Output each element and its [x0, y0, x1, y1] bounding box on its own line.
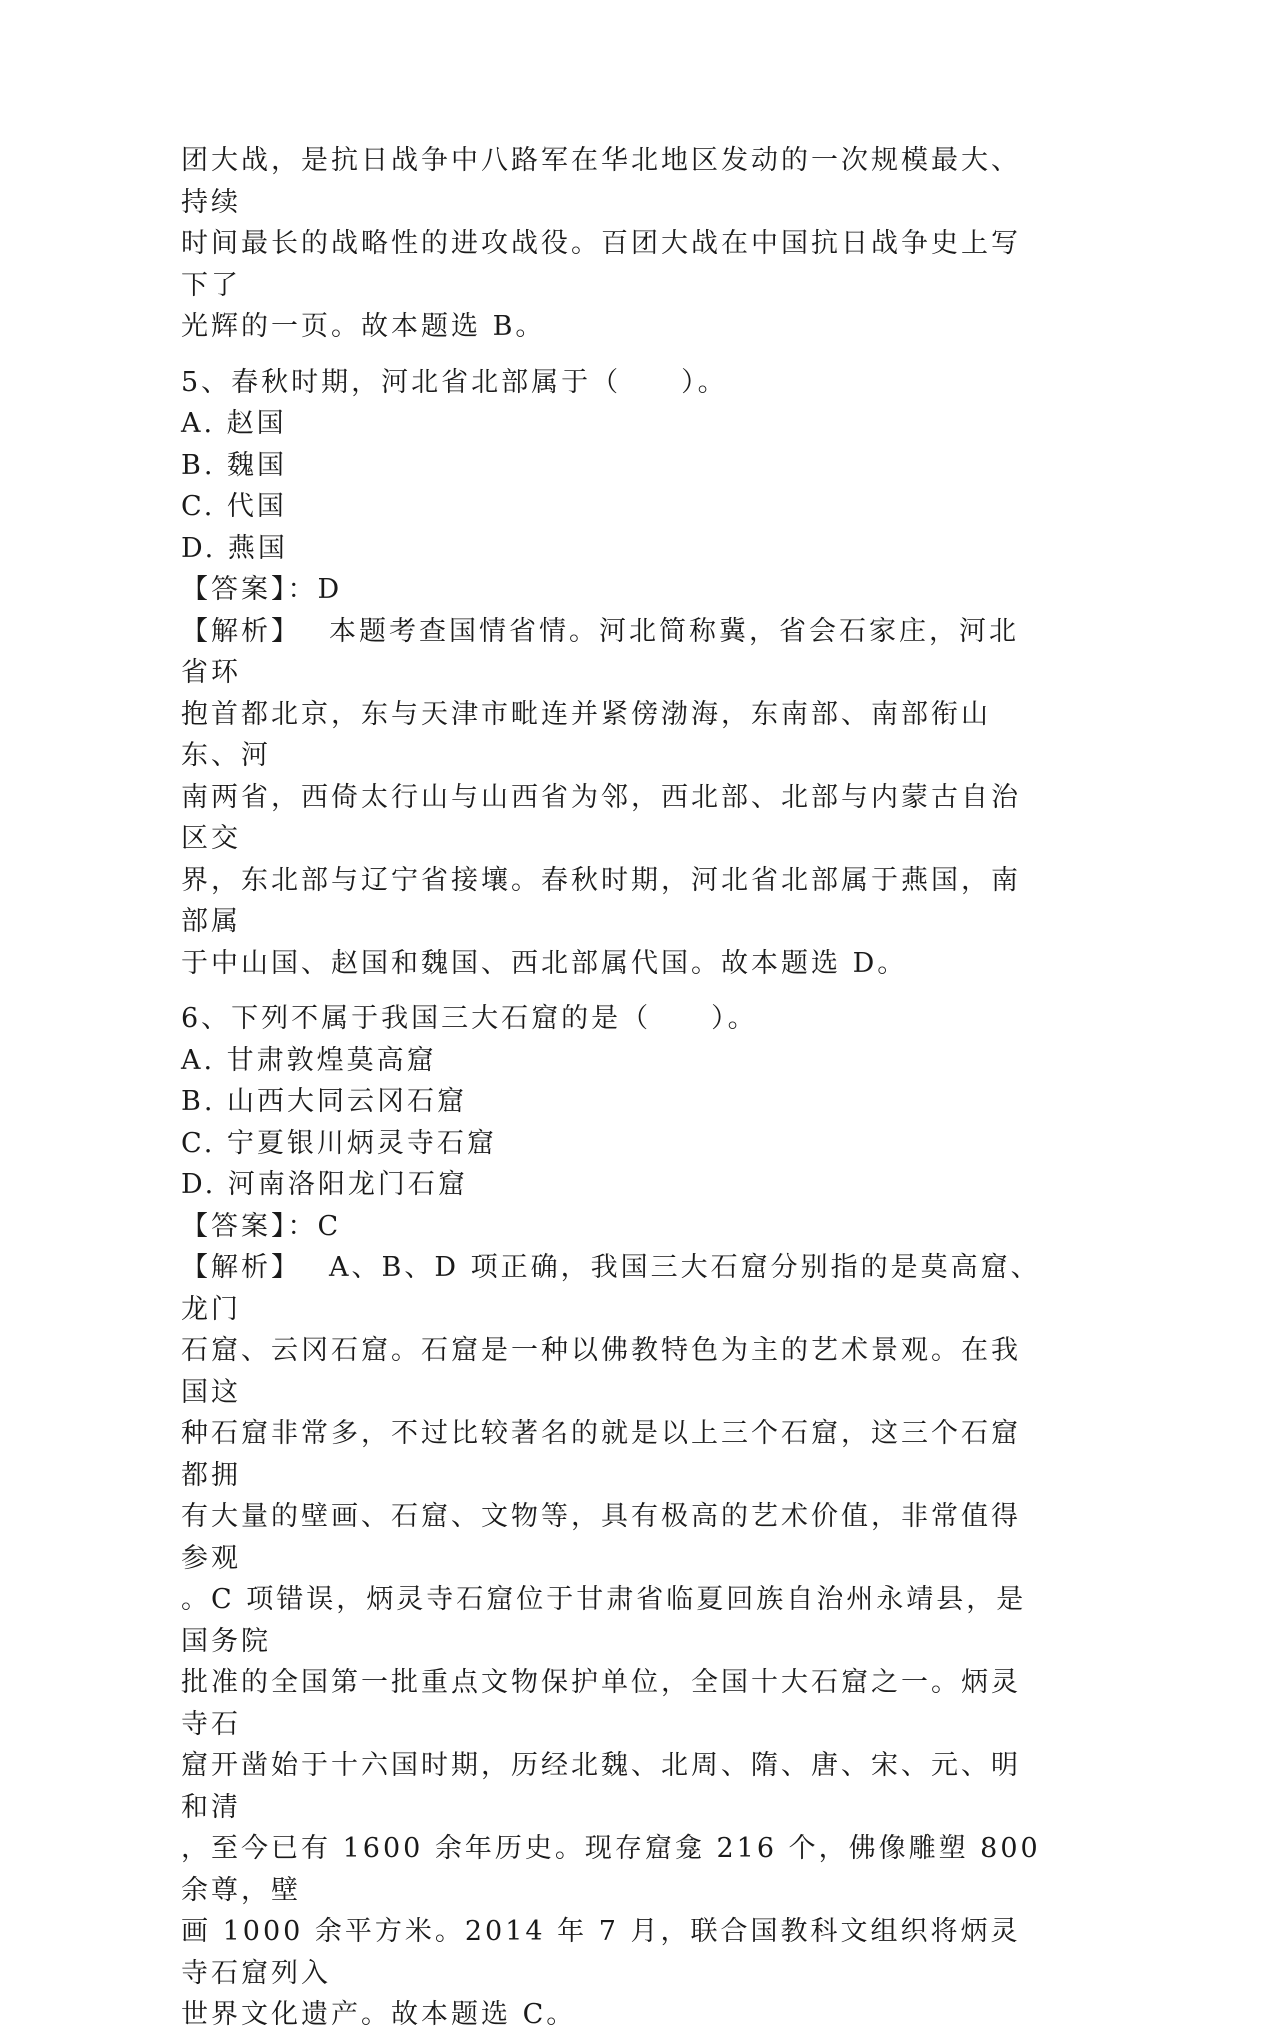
answer-line — [181, 1206, 1041, 1248]
analysis-line: 。C 项错误，炳灵寺石窟位于甘肃省临夏回族自治州永靖县，是国务院 — [181, 1584, 1027, 1657]
analysis-line: 南两省，西倚太行山与山西省为邻，西北部、北部与内蒙古自治区交 — [181, 781, 1021, 854]
analysis-line: 批准的全国第一批重点文物保护单位，全国十大石窟之一。炳灵寺石 — [181, 1667, 1021, 1740]
analysis-line: 于中山国、赵国和魏国、西北部属代国。故本题选 D。 — [181, 947, 908, 979]
intro-paragraph — [181, 140, 1041, 348]
option-d: D. 河南洛阳龙门石窟 — [181, 1169, 468, 1200]
analysis-line: 画 1000 余平方米。2014 年 7 月，联合国教科文组织将炳灵寺石窟列入 — [181, 1916, 1021, 1989]
option-c: C. 代国 — [181, 491, 287, 522]
intro-line: 光辉的一页。故本题选 B。 — [181, 311, 546, 342]
analysis-line: A、B、D 项正确，我国三大石窟分别指的是莫高窟、龙门 — [181, 1252, 1041, 1325]
analysis-line: 窟开凿始于十六国时期，历经北魏、北周、隋、唐、宋、元、明和清 — [181, 1750, 1021, 1823]
analysis-line: 抱首都北京，东与天津市毗连并紧傍渤海，东南部、南部衔山东、河 — [181, 698, 991, 771]
question-title: 5、春秋时期，河北省北部属于（ ）。 — [181, 366, 728, 398]
analysis-block — [181, 1247, 1041, 2036]
analysis-line: 石窟、云冈石窟。石窟是一种以佛教特色为主的艺术景观。在我国这 — [181, 1335, 1021, 1408]
intro-line: 团大战，是抗日战争中八路军在华北地区发动的一次规模最大、持续 — [181, 145, 1021, 218]
answer-value: C — [317, 1210, 342, 1242]
document-page — [181, 140, 1041, 2036]
analysis-block — [181, 611, 1041, 985]
answer-label: 【答案】： — [181, 574, 318, 605]
analysis-label: 【解析】 — [181, 615, 301, 647]
question-5 — [181, 362, 1041, 985]
question-title: 6、下列不属于我国三大石窟的是（ ）。 — [181, 1003, 758, 1034]
answer-line — [181, 569, 1041, 611]
option-b: B. 魏国 — [181, 449, 288, 481]
answer-value: D — [317, 574, 343, 605]
analysis-line: 世界文化遗产。故本题选 C。 — [181, 1999, 577, 2030]
analysis-line: ，至今已有 1600 余年历史。现存窟龛 216 个，佛像雕塑 800 余尊，壁 — [181, 1833, 1041, 1906]
answer-label: 【答案】： — [181, 1210, 318, 1242]
analysis-line: 本题考查国情省情。河北简称冀，省会石家庄，河北省环 — [181, 615, 1019, 688]
analysis-line: 界，东北部与辽宁省接壤。春秋时期，河北省北部属于燕国，南部属 — [181, 864, 1021, 937]
analysis-label: 【解析】 — [181, 1252, 301, 1283]
intro-line: 时间最长的战略性的进攻战役。百团大战在中国抗日战争史上写下了 — [181, 228, 1021, 301]
option-a: A. 赵国 — [181, 408, 287, 439]
analysis-line: 种石窟非常多，不过比较著名的就是以上三个石窟，这三个石窟都拥 — [181, 1418, 1021, 1491]
question-6 — [181, 998, 1041, 2036]
option-d: D. 燕国 — [181, 532, 288, 564]
analysis-line: 有大量的壁画、石窟、文物等，具有极高的艺术价值，非常值得参观 — [181, 1501, 1021, 1574]
option-a: A. 甘肃敦煌莫高窟 — [181, 1044, 437, 1076]
option-b: B. 山西大同云冈石窟 — [181, 1086, 468, 1117]
option-c: C. 宁夏银川炳灵寺石窟 — [181, 1127, 497, 1159]
